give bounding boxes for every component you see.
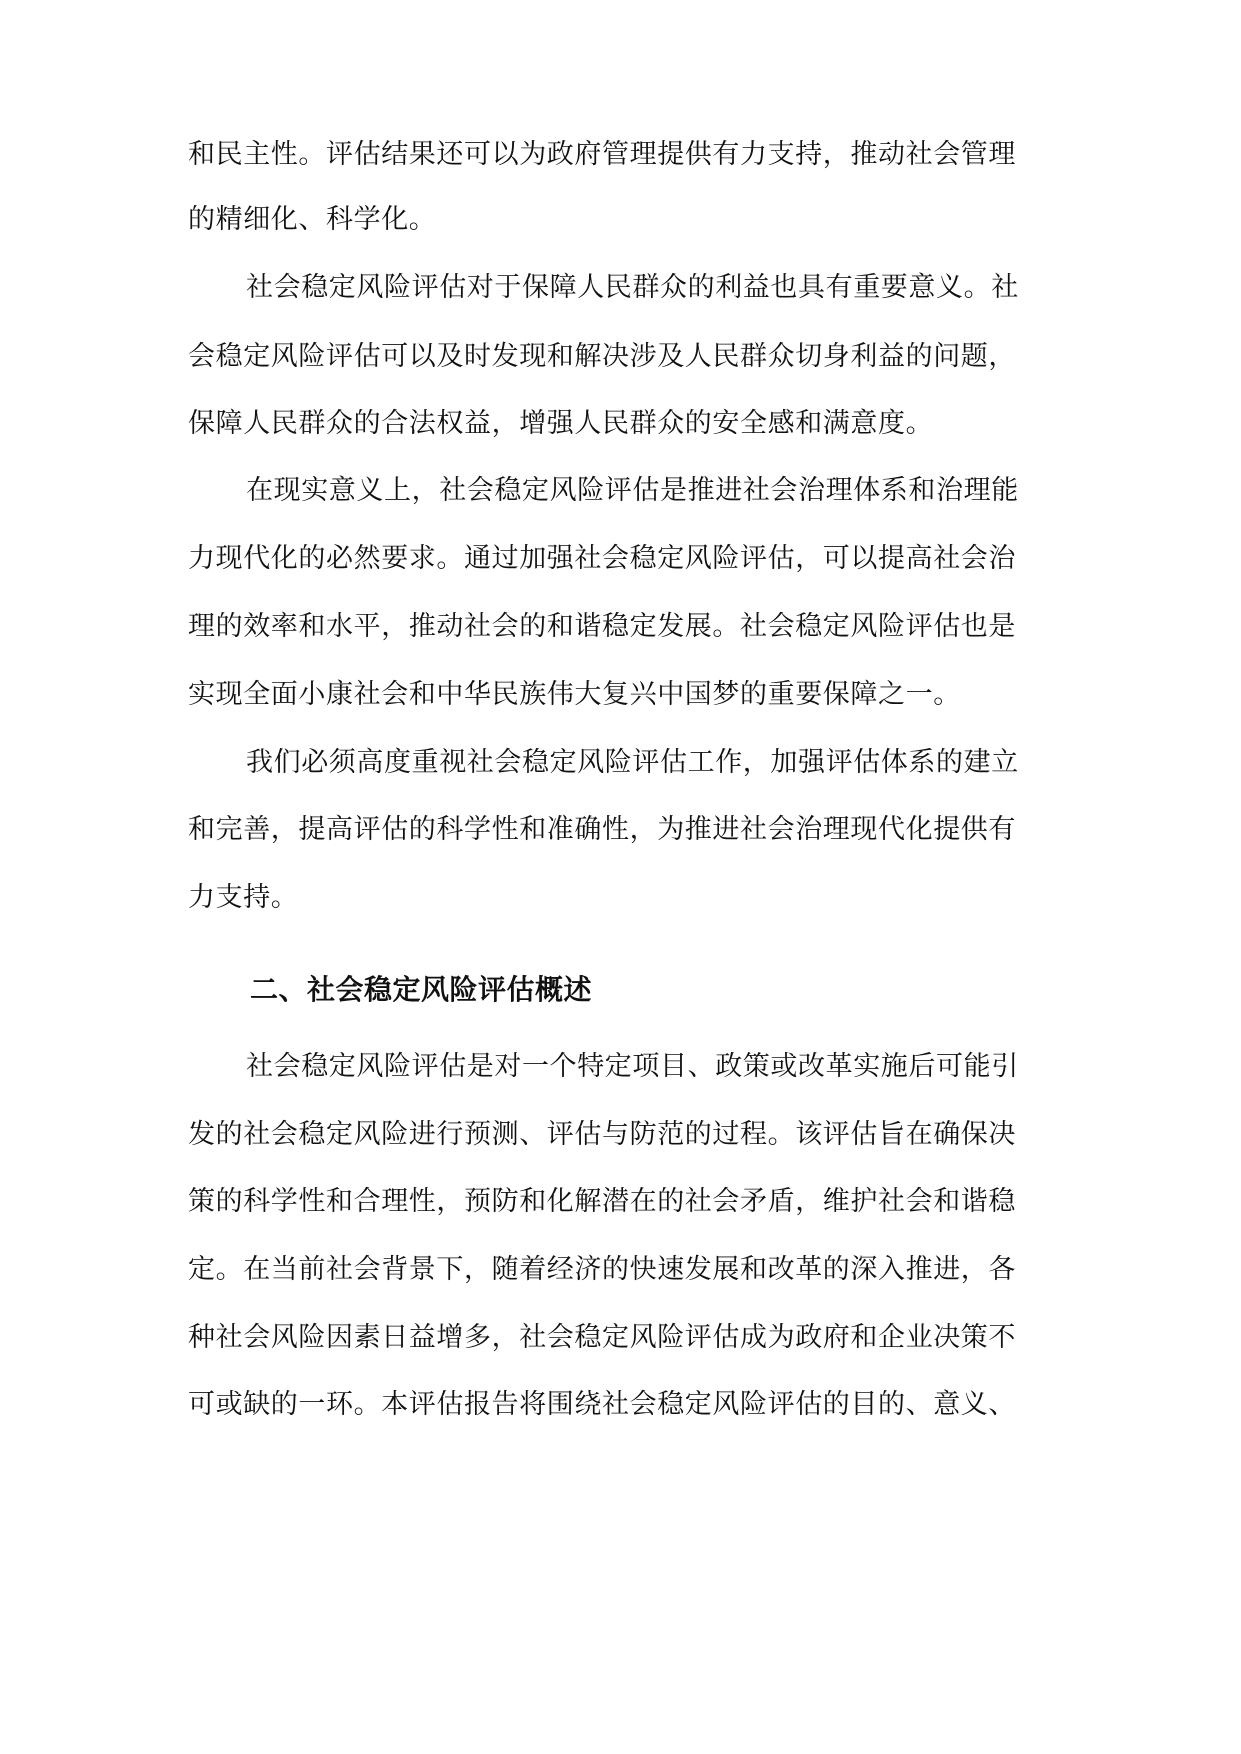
paragraph-line: 力现代化的必然要求。通过加强社会稳定风险评估，可以提高社会治 (188, 543, 1016, 574)
paragraph-line: 社会稳定风险评估是对一个特定项目、政策或改革实施后可能引 (246, 1051, 1019, 1082)
paragraph-line: 的精细化、科学化。 (188, 204, 437, 235)
paragraph-line: 社会稳定风险评估对于保障人民群众的利益也具有重要意义。社 (246, 272, 1019, 303)
paragraph-line: 策的科学性和合理性，预防和化解潜在的社会矛盾，维护社会和谐稳 (188, 1186, 1016, 1217)
paragraph-line: 实现全面小康社会和中华民族伟大复兴中国梦的重要保障之一。 (188, 679, 961, 710)
paragraph-line: 力支持。 (188, 882, 299, 913)
paragraph-line: 发的社会稳定风险进行预测、评估与防范的过程。该评估旨在确保决 (188, 1119, 1016, 1150)
paragraph-line: 和民主性。评估结果还可以为政府管理提供有力支持，推动社会管理 (188, 139, 1016, 170)
section-heading: 二、社会稳定风险评估概述 (250, 973, 593, 1006)
paragraph-line: 会稳定风险评估可以及时发现和解决涉及人民群众切身利益的问题， (188, 341, 1016, 372)
paragraph-line: 定。在当前社会背景下，随着经济的快速发展和改革的深入推进，各 (188, 1254, 1016, 1285)
paragraph-line: 保障人民群众的合法权益，增强人民群众的安全感和满意度。 (188, 408, 934, 439)
paragraph-line: 种社会风险因素日益增多，社会稳定风险评估成为政府和企业决策不 (188, 1322, 1016, 1353)
paragraph-line: 理的效率和水平，推动社会的和谐稳定发展。社会稳定风险评估也是 (188, 611, 1016, 642)
paragraph-line: 可或缺的一环。本评估报告将围绕社会稳定风险评估的目的、意义、 (188, 1389, 1016, 1420)
paragraph-line: 在现实意义上，社会稳定风险评估是推进社会治理体系和治理能 (246, 475, 1019, 506)
paragraph-line: 我们必须高度重视社会稳定风险评估工作，加强评估体系的建立 (246, 747, 1019, 778)
paragraph-line: 和完善，提高评估的科学性和准确性，为推进社会治理现代化提供有 (188, 814, 1016, 845)
